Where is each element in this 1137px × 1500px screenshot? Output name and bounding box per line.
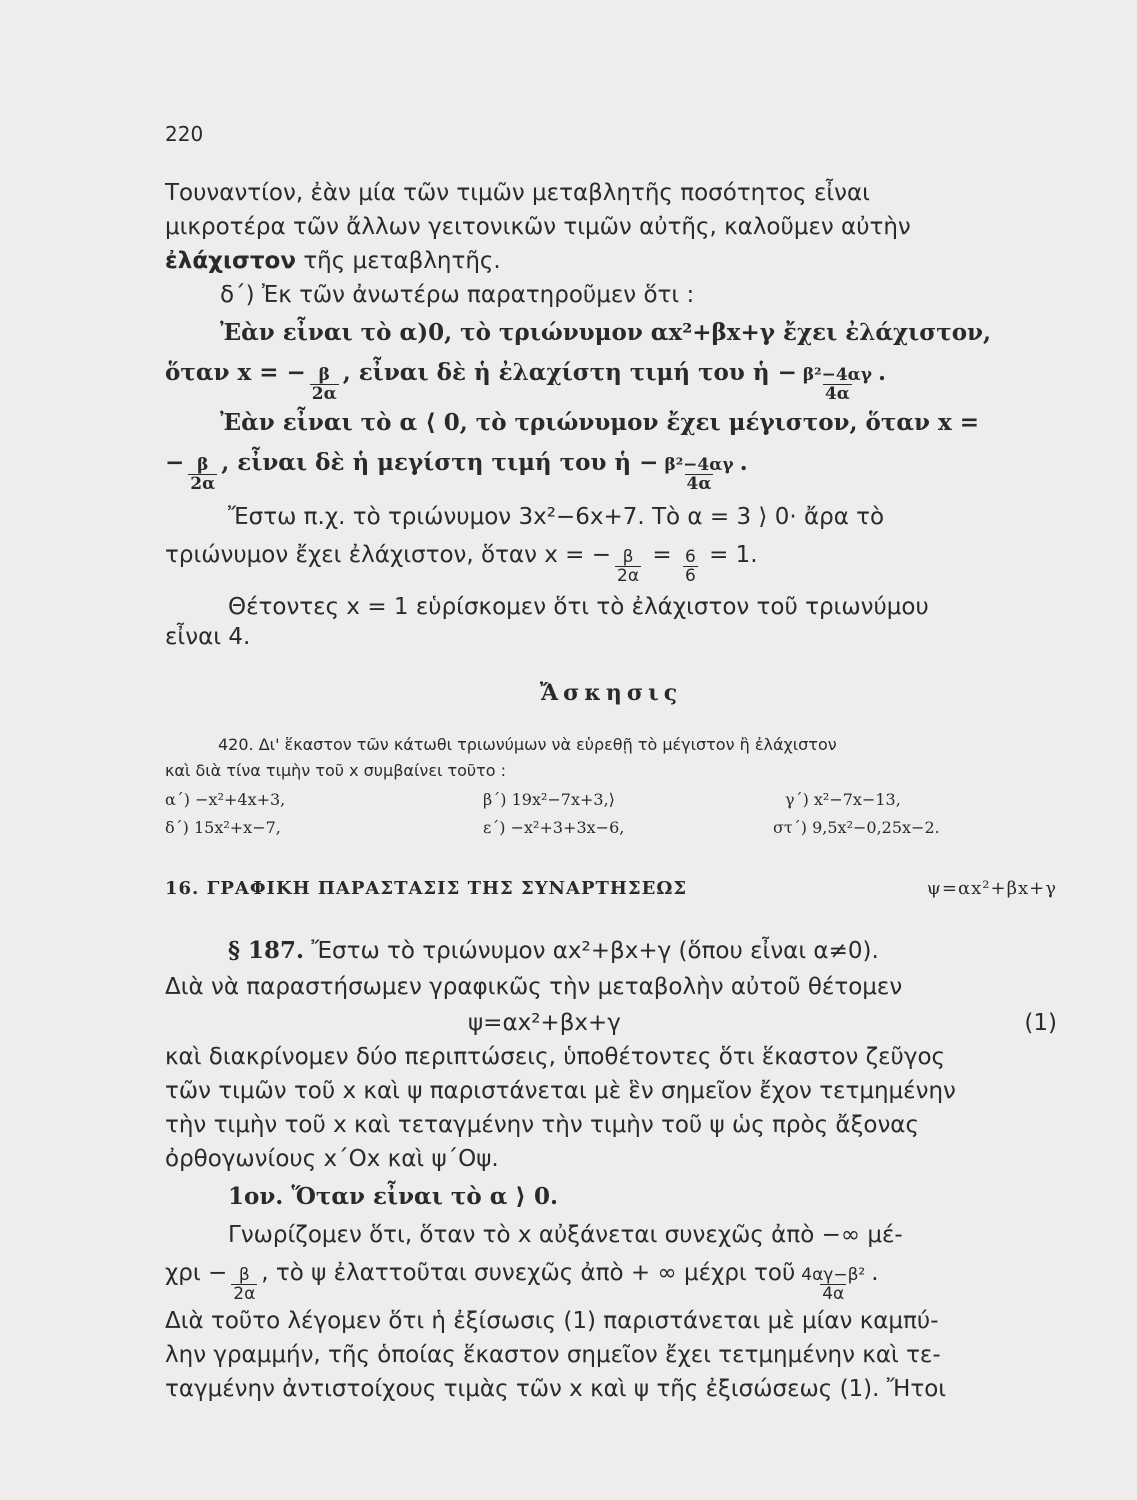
text-line: Τουναντίον, ἐὰν μία τῶν τιμῶν μεταβλητῆς ποσότητος εἶναι <box>165 180 870 206</box>
page-number: 220 <box>165 122 204 146</box>
case-line: ταγμένην ἀντιστοίχους τιμὰς τῶν x καὶ ψ τῆς ἐξισώσεως (1). Ἤτοι <box>165 1376 947 1402</box>
text-fragment: , εἶναι δὲ ἡ ἐλαχίστη τιμή του ἡ − <box>342 359 797 386</box>
exercise-item: γ΄) x²−7x−13, <box>785 790 901 809</box>
fraction-denominator: 4α <box>686 474 712 494</box>
text-fragment: , εἶναι δὲ ἡ μεγίστη τιμή του ἡ − <box>221 449 659 476</box>
exercise-item: στ΄) 9,5x²−0,25x−2. <box>773 818 940 837</box>
text-line <box>165 246 1057 276</box>
para-line: τὴν τιμὴν τοῦ x καὶ τεταγμένην τὴν τιμὴν τοῦ ψ ὡς πρὸς ἄξονας <box>165 1112 919 1138</box>
para-line <box>228 936 1057 966</box>
fraction-denominator: 4α <box>824 384 850 404</box>
example-line <box>165 540 1057 585</box>
text-line: μικροτέρα τῶν ἄλλων γειτονικῶν τιμῶν αὐτῆς, καλοῦμεν αὐτὴν <box>165 214 911 240</box>
fraction <box>310 366 339 403</box>
exercise-item: ε΄) −x²+3+3x−6, <box>483 818 625 837</box>
text-fragment: τριώνυμον ἔχει ἐλάχιστον, ὅταν x = − <box>165 542 612 568</box>
text-fragment: , τὸ ψ ἐλαττοῦται συνεχῶς ἀπὸ + ∞ μέχρι τοῦ <box>261 1260 796 1286</box>
para-line: ὀρθογωνίους x΄Ox καὶ ψ΄Oψ. <box>165 1146 499 1172</box>
text-fragment: . <box>739 449 748 476</box>
text-fragment: . <box>877 359 886 386</box>
section-formula: ψ=αx²+βx+γ <box>926 878 1057 899</box>
text-fragment: . <box>871 1260 879 1286</box>
equation-line <box>468 1008 1057 1038</box>
exercise-row <box>165 818 1057 842</box>
text-fragment: − <box>165 449 185 476</box>
text-fragment: χρι − <box>165 1260 228 1286</box>
paragraph-label: § 187. <box>228 937 305 964</box>
fraction-denominator: 2α <box>233 1284 256 1304</box>
exercise-heading: Ἄσκησις <box>539 680 683 706</box>
fraction-numerator: β²−4αγ <box>664 455 734 475</box>
fraction-numerator: β <box>238 1265 250 1285</box>
rule-min-line <box>165 358 1057 403</box>
fraction-denominator: 4α <box>822 1284 845 1304</box>
para-line: καὶ διακρίνομεν δύο περιπτώσεις, ὑποθέτοντες ὅτι ἕκαστον ζεῦγος <box>165 1044 946 1070</box>
fraction <box>231 1266 257 1303</box>
fraction <box>799 1266 867 1303</box>
fraction <box>683 548 698 585</box>
text-fragment: ὅταν x = − <box>165 359 306 386</box>
para-line: Διὰ νὰ παραστήσωμεν γραφικῶς τὴν μεταβολὴν αὐτοῦ θέτομεν <box>165 974 903 1000</box>
case-line: λην γραμμήν, τῆς ὁποίας ἕκαστον σημεῖον ἔχει τετμημένην καὶ τε- <box>165 1342 941 1368</box>
section-title <box>165 878 1057 899</box>
emphasis-term: ἐλάχιστον <box>165 248 297 274</box>
rule-min-line: Ἐὰν εἶναι τὸ α)0, τὸ τριώνυμον αx²+βx+γ ἔχει ἐλάχιστον, <box>220 319 992 346</box>
fraction <box>662 456 735 493</box>
case-line: Διὰ τοῦτο λέγομεν ὅτι ἡ ἐξίσωσις (1) παριστάνεται μὲ μίαν καμπύ- <box>165 1308 939 1334</box>
exercise-item: β΄) 19x²−7x+3,⟩ <box>483 790 615 809</box>
fraction-denominator: 2α <box>190 474 216 494</box>
case-line <box>165 1258 1057 1303</box>
text-line: δ΄) Ἐκ τῶν ἀνωτέρω παρατηροῦμεν ὅτι : <box>220 282 695 308</box>
exercise-line: 420. Δι' ἕκαστον τῶν κάτωθι τριωνύμων νὰ εὑρεθῇ τὸ μέγιστον ἢ ἐλάχιστον <box>218 735 837 754</box>
example-line: Θέτοντες x = 1 εὑρίσκομεν ὅτι τὸ ἐλάχιστον τοῦ τριωνύμου <box>228 594 929 620</box>
exercise-line: καὶ διὰ τίνα τιμὴν τοῦ x συμβαίνει τοῦτο : <box>165 761 507 780</box>
fraction-numerator: β²−4αγ <box>802 365 872 385</box>
fraction-numerator: β <box>622 547 634 567</box>
fraction-numerator: β <box>318 365 330 385</box>
text-fragment: = <box>645 542 679 568</box>
fraction-denominator: 6 <box>684 566 696 586</box>
case-heading: 1ον. Ὅταν εἶναι τὸ α ⟩ 0. <box>228 1183 558 1210</box>
example-line: Ἔστω π.χ. τὸ τριώνυμον 3x²−6x+7. Τὸ α = 3 ⟩ 0· ἄρα τὸ <box>228 504 885 530</box>
fraction <box>801 366 874 403</box>
text-fragment: Ἔστω τὸ τριώνυμον αx²+βx+γ (ὅπου εἶναι α≠0). <box>304 938 879 964</box>
equation-number: (1) <box>1024 1010 1057 1036</box>
example-line: εἶναι 4. <box>165 624 251 650</box>
fraction <box>615 548 641 585</box>
rule-max-line: Ἐὰν εἶναι τὸ α ⟨ 0, τὸ τριώνυμον ἔχει μέγιστον, ὅταν x = <box>220 409 979 436</box>
para-line: τῶν τιμῶν τοῦ x καὶ ψ παριστάνεται μὲ ἓν σημεῖον ἔχον τετμημένην <box>165 1078 956 1104</box>
fraction-numerator: 4αγ−β² <box>801 1265 866 1285</box>
text-fragment: = 1. <box>701 542 758 568</box>
fraction-numerator: β <box>197 455 209 475</box>
case-line: Γνωρίζομεν ὅτι, ὅταν τὸ x αὐξάνεται συνεχῶς ἀπὸ −∞ μέ- <box>228 1222 903 1248</box>
rule-max-line <box>165 448 1057 493</box>
exercise-item: α΄) −x²+4x+3, <box>165 790 286 809</box>
fraction-denominator: 2α <box>311 384 337 404</box>
text-fragment: τῆς μεταβλητῆς. <box>296 248 501 274</box>
fraction-numerator: 6 <box>684 547 696 567</box>
exercise-item: δ΄) 15x²+x−7, <box>165 818 281 837</box>
fraction <box>188 456 217 493</box>
fraction-denominator: 2α <box>617 566 640 586</box>
exercise-row <box>165 790 1057 814</box>
equation: ψ=αx²+βx+γ <box>468 1010 621 1036</box>
section-title-text: 16. ΓΡΑΦΙΚΗ ΠΑΡΑΣΤΑΣΙΣ ΤΗΣ ΣΥΝΑΡΤΗΣΕΩΣ <box>165 878 688 899</box>
